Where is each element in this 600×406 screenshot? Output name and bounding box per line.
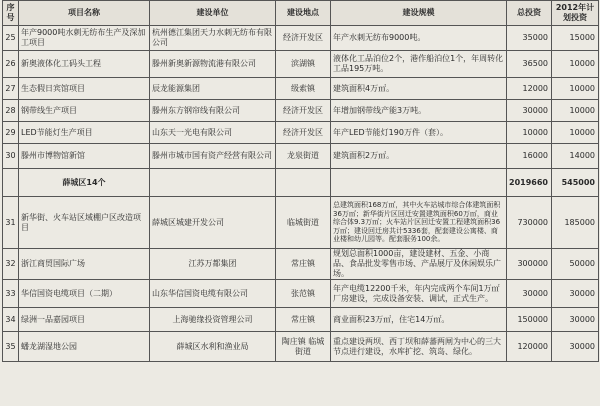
table-row [3,332,599,362]
row-name: 新华街、火车站区域棚户区改造项目 [19,197,150,249]
row-no: 29 [3,122,19,144]
header-location: 建设地点 [276,1,331,26]
table-row [3,249,599,280]
table-row [3,100,599,122]
table-row [3,197,599,249]
row-plan: 30000 [552,280,599,308]
table-row [3,308,599,332]
row-location: 常庄镇 [276,308,331,332]
row-total: 120000 [507,332,552,362]
row-location: 常庄镇 [276,249,331,280]
row-total: 35000 [507,26,552,51]
section-name: 薛城区14个 [19,169,150,197]
table-row [3,26,599,51]
row-location: 滨湖镇 [276,51,331,78]
row-no: 30 [3,144,19,169]
row-total: 150000 [507,308,552,332]
row-plan: 15000 [552,26,599,51]
row-scale: 重点建设两坝、西丁坝和薛蕃两闸为中心的三大节点进行建设，水库扩挖、筑岛、绿化。 [331,332,507,362]
section-total: 2019660 [507,169,552,197]
project-table [2,0,599,362]
row-name: 绿洲一品嘉园项目 [19,308,150,332]
row-scale: 年产电缆12200千米，年内完成两个车间1万㎡厂房建设，完成设备安装、调试，正式生产。 [331,280,507,308]
row-unit: 薛城区水利和渔业局 [150,332,276,362]
row-name: 滕州市博物馆新馆 [19,144,150,169]
row-unit: 滕州市城市国有资产经营有限公司 [150,144,276,169]
row-plan: 10000 [552,122,599,144]
section-plan: 545000 [552,169,599,197]
row-no: 28 [3,100,19,122]
section-no [3,169,19,197]
row-unit: 辰龙能源集团 [150,78,276,100]
row-scale: 规划总面积1000亩，建设建材、五金、小商品、食品批发零售市场、产品展厅及休闲娱乐广场。 [331,249,507,280]
row-name: LED节能灯生产项目 [19,122,150,144]
row-no: 26 [3,51,19,78]
row-unit: 江苏万都集团 [150,249,276,280]
row-unit: 滕州东方钢帘线有限公司 [150,100,276,122]
row-plan: 10000 [552,51,599,78]
row-total: 36500 [507,51,552,78]
row-scale: 年产水刺无纺布9000吨。 [331,26,507,51]
row-scale: 液体化工品泊位2个，港作船泊位1个，年周转化工品195万吨。 [331,51,507,78]
row-unit: 滕州新奥新源物流港有限公司 [150,51,276,78]
row-total: 30000 [507,100,552,122]
row-plan: 10000 [552,78,599,100]
table-row [3,51,599,78]
row-location: 级索镇 [276,78,331,100]
header-scale: 建设规模 [331,1,507,26]
row-unit: 杭州德江集团天力水刺无纺布有限公司 [150,26,276,51]
row-no: 31 [3,197,19,249]
header-no: 序号 [3,1,19,26]
row-scale: 建筑面积2万㎡。 [331,144,507,169]
row-no: 35 [3,332,19,362]
row-unit: 山东天一光电有限公司 [150,122,276,144]
header-name: 项目名称 [19,1,150,26]
row-total: 10000 [507,122,552,144]
row-no: 25 [3,26,19,51]
row-name: 年产9000吨水刺无纺布生产及深加工项目 [19,26,150,51]
row-total: 16000 [507,144,552,169]
header-plan: 2012年计划投资 [552,1,599,26]
row-name: 新奥液体化工码头工程 [19,51,150,78]
row-no: 33 [3,280,19,308]
row-plan: 185000 [552,197,599,249]
header-unit: 建设单位 [150,1,276,26]
row-unit: 上海驰缘投资管理公司 [150,308,276,332]
row-location: 龙泉街道 [276,144,331,169]
row-unit: 山东华信国资电缆有限公司 [150,280,276,308]
row-no: 32 [3,249,19,280]
row-location: 张范镇 [276,280,331,308]
row-scale: 年产LED节能灯190万件（套）。 [331,122,507,144]
row-total: 300000 [507,249,552,280]
section-unit [150,169,276,197]
section-row [3,169,599,197]
row-plan: 30000 [552,332,599,362]
table-header-row [3,1,599,26]
row-unit: 薛城区城建开发公司 [150,197,276,249]
table-row [3,280,599,308]
row-plan: 30000 [552,308,599,332]
table-row [3,78,599,100]
row-scale: 年增加钢带线产能3万吨。 [331,100,507,122]
section-location [276,169,331,197]
section-scale [331,169,507,197]
row-name: 华信国资电缆项目（二期） [19,280,150,308]
row-total: 12000 [507,78,552,100]
row-location: 临城街道 [276,197,331,249]
row-name: 钢带线生产项目 [19,100,150,122]
row-name: 蟠龙湖湿地公园 [19,332,150,362]
row-name: 生态假日宾馆项目 [19,78,150,100]
header-total: 总投资 [507,1,552,26]
row-location: 经济开发区 [276,100,331,122]
row-plan: 10000 [552,100,599,122]
row-plan: 50000 [552,249,599,280]
table-row [3,144,599,169]
row-location: 陶庄镇 临城街道 [276,332,331,362]
row-scale: 建筑面积4万㎡。 [331,78,507,100]
row-location: 经济开发区 [276,26,331,51]
table-row [3,122,599,144]
row-plan: 14000 [552,144,599,169]
row-scale: 商业面积23万㎡，住宅14万㎡。 [331,308,507,332]
row-location: 经济开发区 [276,122,331,144]
row-total: 730000 [507,197,552,249]
row-no: 27 [3,78,19,100]
row-scale: 总建筑面积168万㎡，其中火车站城市综合体建筑面积36万㎡；新华街片区回迁安置建筑面积60万㎡，商业综合体9.3万㎡；火车站片区回迁安置工程建筑面积36万㎡；建设回迁房共计5336套，配套建设公寓楼、商业楼和幼儿园等。配套服务100余。 [331,197,507,249]
row-no: 34 [3,308,19,332]
row-total: 30000 [507,280,552,308]
row-name: 浙江商贸国际广场 [19,249,150,280]
